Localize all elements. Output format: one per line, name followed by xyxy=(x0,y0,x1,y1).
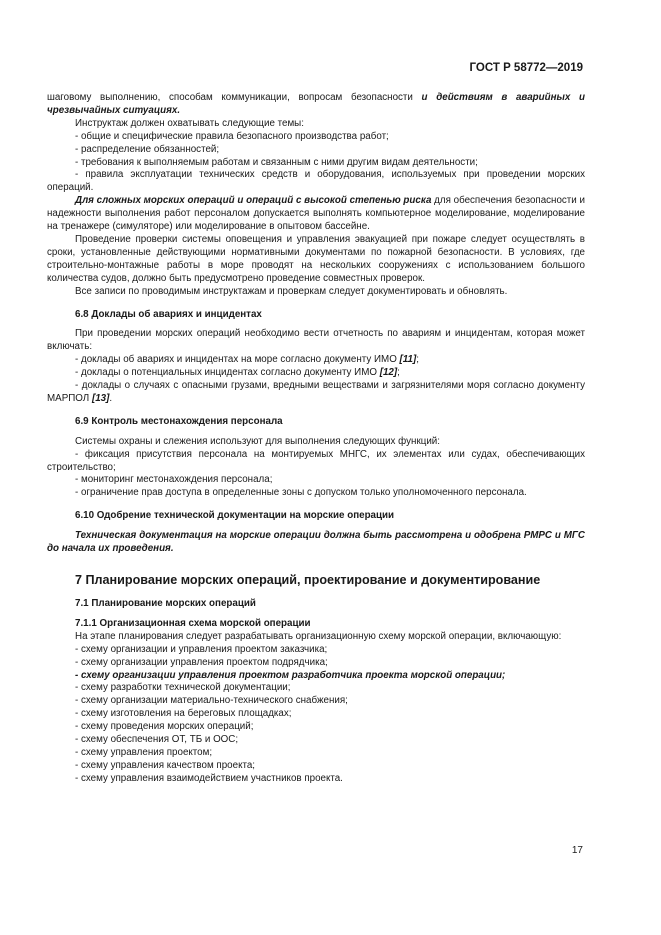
emphasis-text: и действиям в аварийных и чрезвычайных ситуациях. xyxy=(47,92,586,116)
chapter-heading-7: 7 Планирование морских операций, проектирование и документирование xyxy=(75,573,541,587)
reference-link: [12] xyxy=(379,367,398,379)
list-item-text: ; xyxy=(397,367,400,379)
standard-header: ГОСТ Р 58772—2019 xyxy=(469,62,583,74)
list-item-text: ; xyxy=(416,354,419,366)
paragraph xyxy=(47,195,585,234)
paragraph: На этапе планирования следует разрабатывать организационную схему морской операции, включающую: xyxy=(75,630,562,642)
paragraph: Техническая документация на морские операции должна быть рассмотрена и одобрена РМРС и МГС до начала их проведения. xyxy=(47,530,585,555)
list-item: - общие и специфические правила безопасного производства работ; xyxy=(75,130,389,142)
list-item: - схему организации материально-технического снабжения; xyxy=(75,695,348,707)
list-item: - схему организации управления проектом подрядчика; xyxy=(75,656,328,668)
list-item: - схему управления проектом; xyxy=(75,746,213,758)
paragraph: При проведении морских операций необходимо вести отчетность по авариям и инцидентам, которая может включать: xyxy=(47,328,585,353)
list-item: - схему разработки технической документации; xyxy=(75,682,291,694)
list-item-text: . xyxy=(109,392,113,404)
list-item-text: - доклады о случаях с опасными грузами, вредными веществами и загрязнителями моря согласно документу МАРПОЛ xyxy=(47,380,585,404)
paragraph: Инструктаж должен охватывать следующие темы: xyxy=(75,117,304,129)
list-item xyxy=(47,354,585,367)
list-item xyxy=(47,380,585,406)
paragraph: Проведение проверки системы оповещения и управления эвакуацией при пожаре следует осуществлять в сроки, установленные действующими нормативными документами по пожарной безопасности. В условиях, где строительно-монтажные работы в море проводят на нескольких сооружениях с использованием большого количества судов, должно быть предусмотрено проведение совместных проверок. xyxy=(47,233,585,284)
list-item-text: - доклады о потенциальных инцидентах согласно документу ИМО xyxy=(75,367,380,379)
list-item: - схему проведения морских операций; xyxy=(75,721,254,733)
list-item: - фиксация присутствия персонала на монтируемых МНГС, их элементах или судах, обеспечивающих строительство; xyxy=(47,448,585,473)
reference-link: [13] xyxy=(91,392,110,404)
reference-link: [11] xyxy=(399,354,417,366)
list-item: - схему организации и управления проектом заказчика; xyxy=(75,643,328,655)
list-item: - требования к выполняемым работам и связанным с ними другим видам деятельности; xyxy=(75,156,478,168)
emphasis-text: Для сложных морских операций и операций с высокой степенью риска xyxy=(75,195,432,207)
list-item: - мониторинг местонахождения персонала; xyxy=(75,474,273,486)
section-heading-6-8: 6.8 Доклады об авариях и инцидентах xyxy=(75,308,262,320)
list-item: - схему организации управления проектом разработчика проекта морской операции; xyxy=(75,669,506,681)
section-heading-7-1-1: 7.1.1 Организационная схема морской операции xyxy=(75,617,311,629)
paragraph xyxy=(47,92,585,118)
page-number: 17 xyxy=(571,845,583,856)
paragraph: Все записи по проводимым инструктажам и проверкам следует документировать и обновлять. xyxy=(75,285,508,297)
list-item: - схему изготовления на береговых площадках; xyxy=(75,708,292,720)
paragraph-text: шаговому выполнению, способам коммуникации, вопросам безопасности xyxy=(47,92,422,103)
document-body xyxy=(47,92,585,786)
paragraph: Системы охраны и слежения используют для выполнения следующих функций: xyxy=(75,435,441,447)
list-item-text: - доклады об авариях и инцидентах на море согласно документу ИМО xyxy=(75,354,400,366)
paragraph-text: для обеспечения безопасности и надежности выполнения работ персоналом допускается выполнять компьютерное моделирование, моделирование на тренажере (симуляторе) или моделирование в опытовом бассейне. xyxy=(47,195,585,233)
list-item: - схему управления качеством проекта; xyxy=(75,759,256,771)
list-item: - распределение обязанностей; xyxy=(75,143,220,155)
list-item: - схему управления взаимодействием участников проекта. xyxy=(75,772,343,784)
section-heading-6-10: 6.10 Одобрение технической документации на морские операции xyxy=(75,510,395,522)
section-heading-7-1: 7.1 Планирование морских операций xyxy=(75,598,256,609)
section-heading-6-9: 6.9 Контроль местонахождения персонала xyxy=(75,415,283,427)
list-item xyxy=(47,367,585,380)
list-item: - правила эксплуатации технических средств и оборудования, используемых при проведении морских операций. xyxy=(47,169,585,194)
list-item: - ограничение прав доступа в определенные зоны с допуском только уполномоченного персонала. xyxy=(75,487,527,499)
list-item: - схему обеспечения ОТ, ТБ и ООС; xyxy=(75,734,239,746)
